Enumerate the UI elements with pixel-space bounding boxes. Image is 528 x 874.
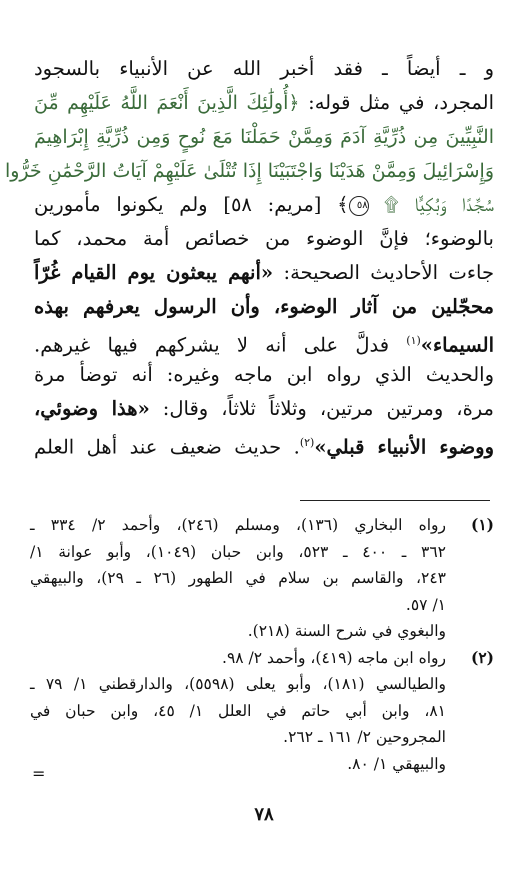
text-line [34, 222, 494, 256]
text-segment: مرة، ومرتين مرتين، وثلاثاً ثلاثاً، وقال: [149, 397, 495, 420]
text-segment: والحديث الذي رواه ابن ماجه وغيره: أنه توضأ مرة [34, 363, 494, 386]
text-line [34, 188, 494, 222]
footnote-line: رواه البخاري (١٣٦)، ومسلم (٢٤٦)، وأحمد ٢/ ٣٣٤ ـ [30, 516, 447, 534]
text-line [34, 358, 494, 392]
footnote-line: والطيالسي (١٨١)، وأبو يعلى (٥٥٩٨)، والدارقطني ١/ ٧٩ ـ [30, 675, 446, 693]
text-segment: ﴾ [مريم: ٥٨] ولم يكونوا مأمورين [34, 193, 349, 216]
ayah-number-marker: ٥٨ [349, 196, 369, 216]
footnotes [30, 512, 494, 777]
footnote-line: المجروحين ٢/ ١٦١ ـ ٢٦٢. [283, 728, 446, 746]
text-line [34, 120, 494, 154]
footnote-number: (١) [470, 515, 494, 534]
text-line [34, 52, 494, 86]
text-segment: وَإِسْرَائِيلَ وَمِمَّنْ هَدَيْنَا وَاجْتَبَيْنَا إِذَا تُتْلَىٰ عَلَيْهِمْ آيَاتُ الرَّحْمَٰنِ خَرُّوا [4, 160, 494, 182]
text-segment: سُجَّدًا وَبُكِيًّا ۩ [368, 194, 494, 216]
text-segment: ووضوء الأنبياء قبلي» [314, 435, 495, 459]
footnote-line: والبغوي في شرح السنة (٢١٨). [247, 622, 446, 640]
text-segment: جاءت الأحاديث الصحيحة: [273, 261, 495, 284]
footnote-line: ٣٦٢ ـ ٤٠٠ ـ ٥٢٣، وابن حبان (١٠٤٩)، وأبو عوانة ١/ [30, 542, 446, 561]
text-segment: السيماء» [420, 333, 494, 357]
text-line [34, 86, 494, 120]
text-line [34, 290, 494, 324]
footnote-line: ٢٤٣، والقاسم بن سلام في الطهور (٢٦ ـ ٢٩)، والبيهقي [30, 569, 446, 587]
footnote-ref: (١) [406, 334, 421, 347]
text-line [34, 324, 494, 358]
text-segment: بالوضوء؛ فإنَّ الوضوء من خصائص أمة محمد، كما [34, 227, 494, 250]
footnote [30, 645, 494, 778]
footnote-line: رواه ابن ماجه (٤١٩)، وأحمد ٢/ ٩٨. [222, 648, 446, 667]
footnote [30, 512, 494, 645]
text-segment: محجّلين من آثار الوضوء، وأن الرسول يعرفهم بهذه [34, 295, 494, 318]
page-number: ٧٨ [254, 804, 274, 825]
footnote-line: والبيهقي ١/ ٨٠. [347, 754, 446, 773]
footnote-line: ١/ ٥٧. [405, 595, 446, 614]
text-segment: فدلَّ على أنه لا يشركهم فيها غيرهم. [34, 333, 407, 357]
text-line [34, 256, 494, 290]
text-segment: النَّبِيِّينَ مِن ذُرِّيَّةِ آدَمَ وَمِمَّنْ حَمَلْنَا مَعَ نُوحٍ وَمِن ذُرِّيَّةِ إِبْرَاهِيمَ [34, 126, 494, 148]
text-segment: المجرد، في مثل قوله: [299, 91, 494, 114]
main-text [4, 52, 495, 460]
text-line [4, 154, 494, 188]
footnote-ref: (٢) [299, 436, 315, 449]
text-segment: ﴿أُولَٰئِكَ الَّذِينَ أَنْعَمَ اللَّهُ عَلَيْهِم مِّنَ [34, 92, 300, 114]
text-line [34, 392, 494, 426]
text-segment: . حديث ضعيف عند أهل العلم [34, 435, 300, 459]
footnote-number: (٢) [470, 647, 494, 667]
text-segment: و ـ أيضاً ـ فقد أخبر الله عن الأنبياء بالسجود [34, 57, 494, 80]
footnote-separator [300, 500, 490, 501]
text-segment: «هذا وضوئي، [34, 397, 150, 420]
text-line [34, 426, 494, 460]
continuation-mark: = [32, 764, 46, 783]
text-segment: «أنهم يبعثون يوم القيام غُرّاً [34, 261, 274, 284]
footnote-line: ٨١، وابن أبي حاتم في العلل ١/ ٤٥، وابن حبان في [30, 701, 447, 720]
